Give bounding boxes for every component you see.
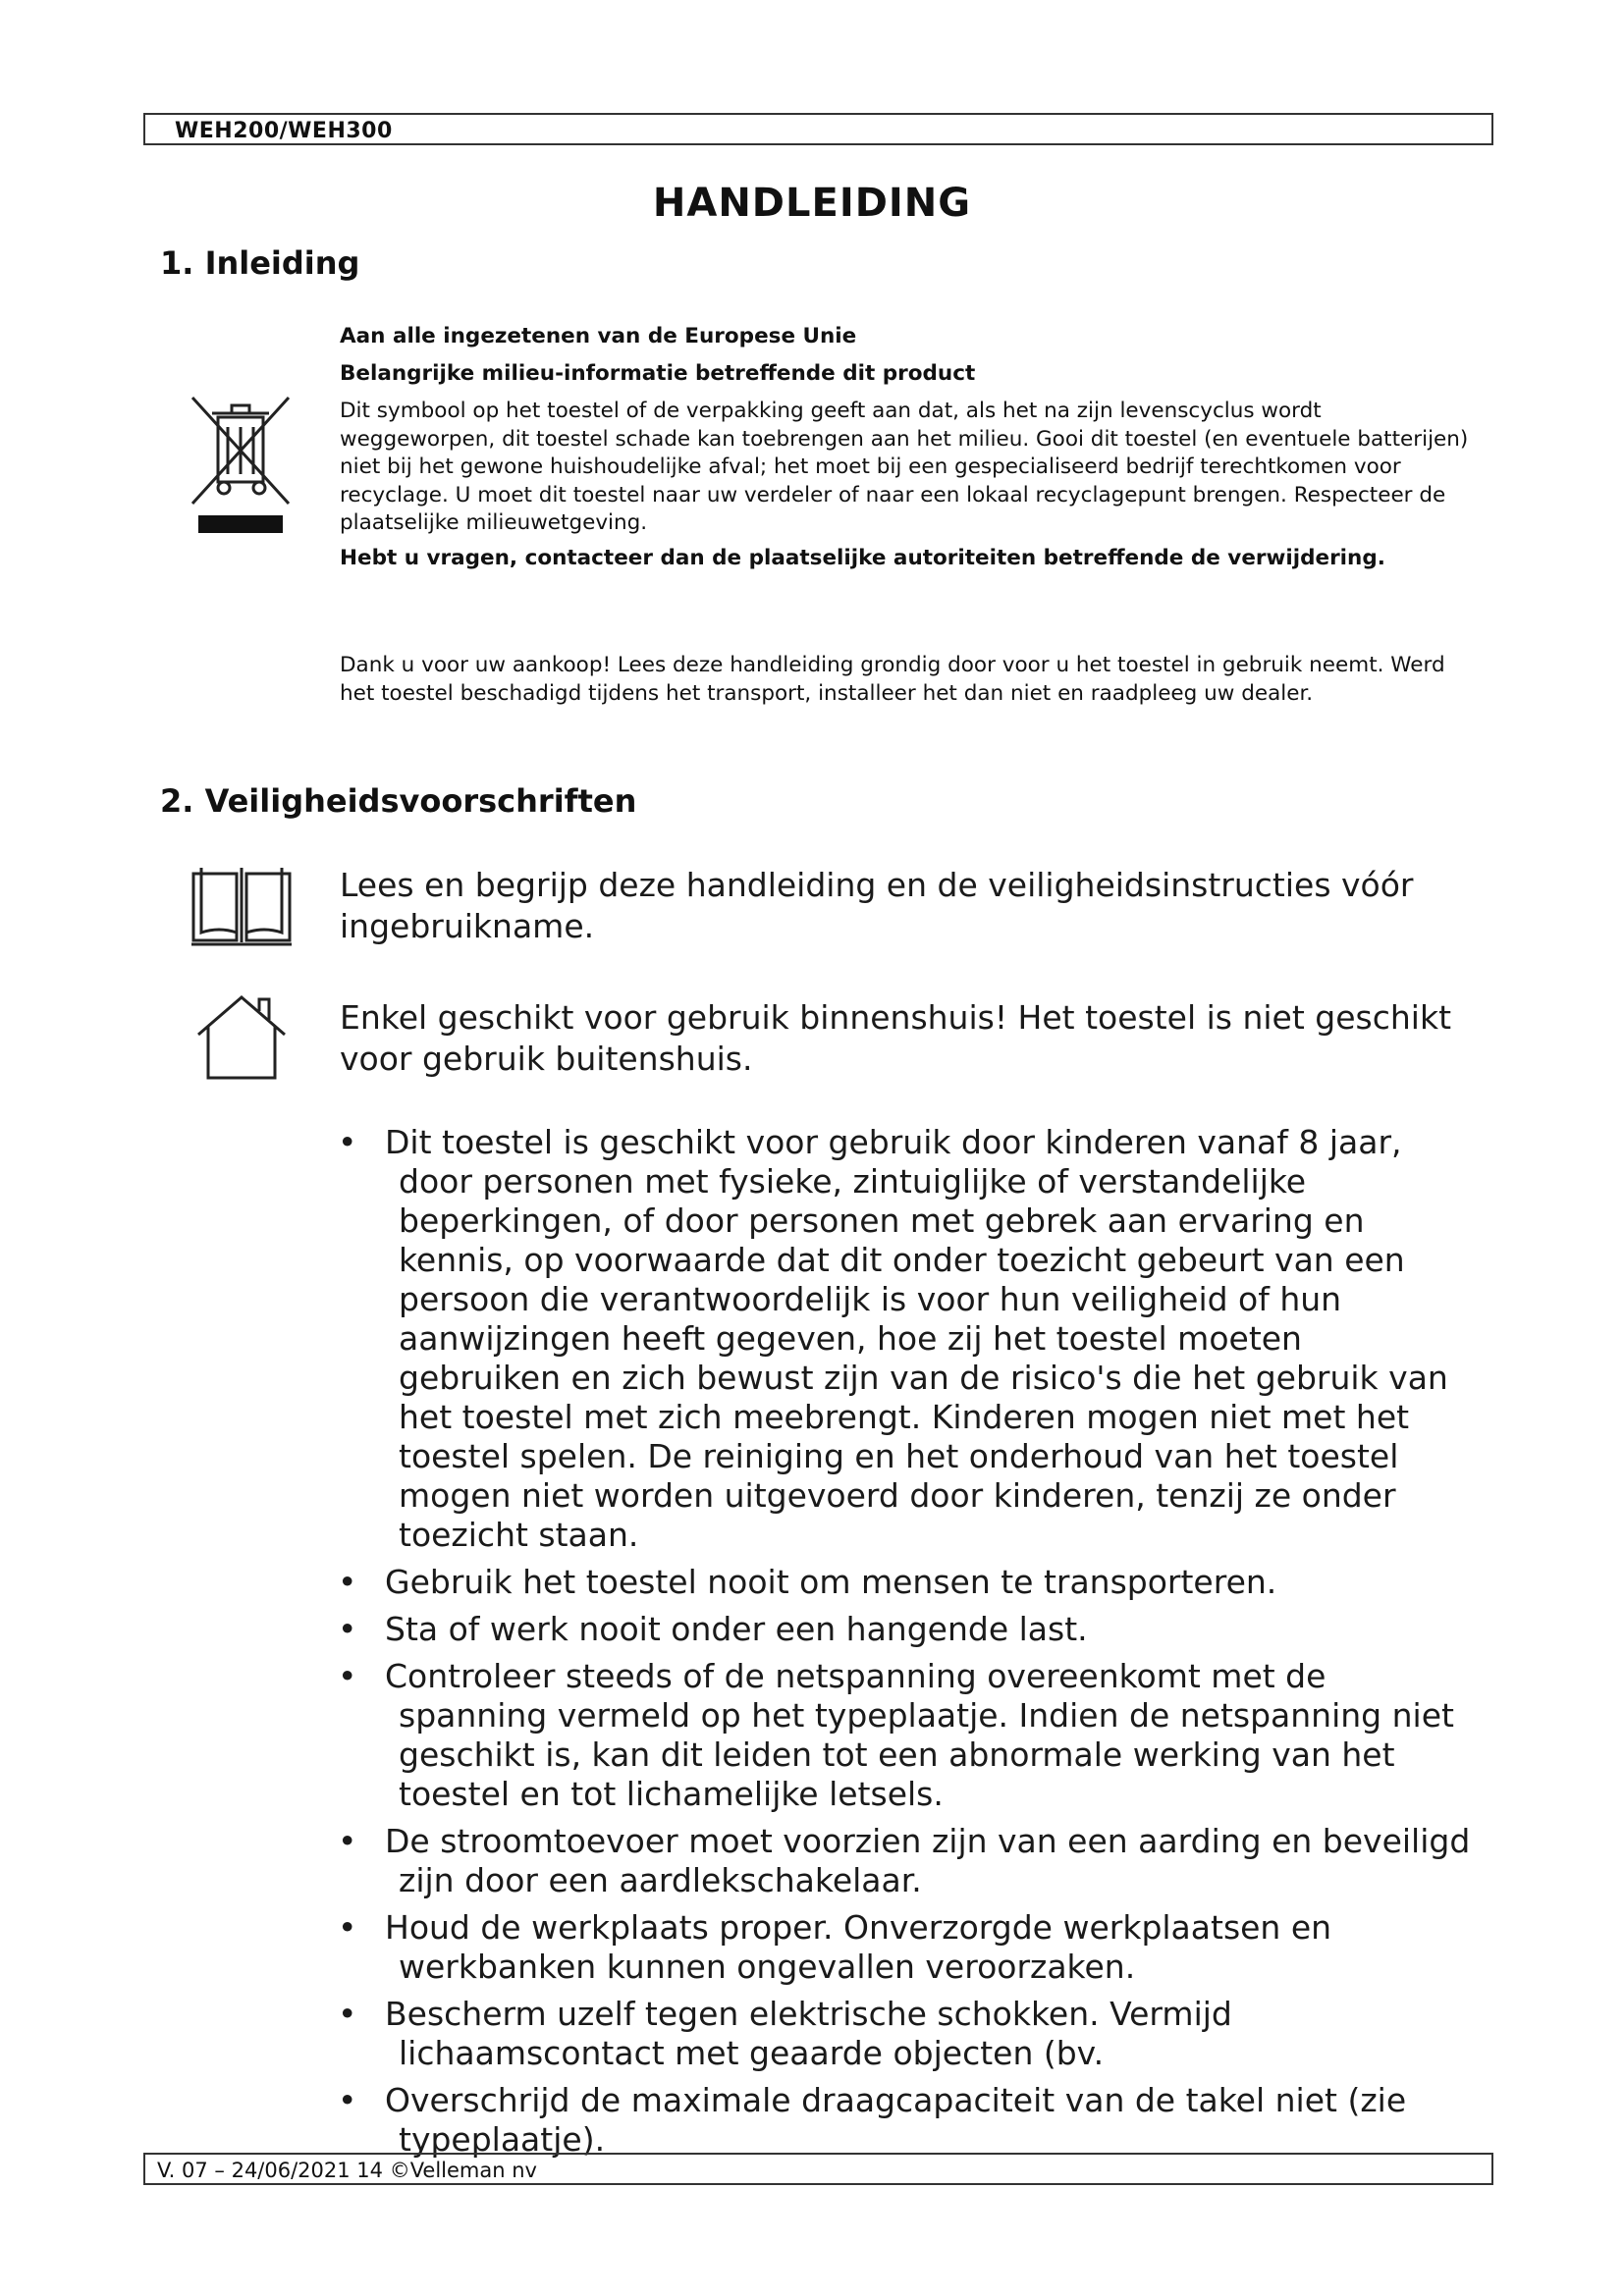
environment-info-line: Belangrijke milieu-informatie betreffende dit product [340,361,976,386]
read-manual-icon [189,864,294,946]
list-item: • Gebruik het toestel nooit om mensen te transporteren. [338,1563,1277,1601]
page-header [143,113,1493,145]
indoor-only-text: Enkel geschikt voor gebruik binnenshuis! Het toestel is niet geschikt voor gebruik buitenshuis. [340,998,1452,1078]
list-item: • De stroomtoevoer moet voorzien zijn van een aarding en beveiligd zijn door een aardlekschakelaar. [338,1822,1471,1899]
model-name: WEH200/WEH300 [175,119,393,143]
weee-bin-icon [185,388,298,540]
page-footer [143,2153,1493,2185]
eu-residents-line: Aan alle ingezetenen van de Europese Unie [340,324,857,348]
section-heading-inleiding: 1. Inleiding [160,244,360,282]
safety-bullet-list [334,1123,1473,2167]
list-item: • Houd de werkplaats proper. Onverzorgde werkplaatsen en werkbanken kunnen ongevallen veroorzaken. [338,1908,1332,1986]
disposal-paragraph: Dit symbool op het toestel of de verpakking geeft aan dat, als het na zijn levenscyclus wordt weggeworpen, dit toestel schade kan toebrengen aan het milieu. Gooi dit toestel (en eventuele batterijen) niet bij het gewone huishoudelijke afval; het moet bij een gespecialiseerd bedrijf terechtkomen voor recyclage. U moet dit toestel naar uw verdeler of naar een lokaal recyclagepunt brengen. Respecteer de plaatselijke milieuwetgeving. [340,399,1469,535]
list-item: • Controleer steeds of de netspanning overeenkomt met de spanning vermeld op het typeplaatje. Indien de netspanning niet geschikt is, kan dit leiden tot een abnormale werking van het toestel en tot lichamelijke letsels. [338,1657,1454,1813]
footer-text: V. 07 – 24/06/2021 14 ©Velleman nv [157,2159,537,2182]
list-item: • Bescherm uzelf tegen elektrische schokken. Vermijd lichaamscontact met geaarde objecten (bv. [338,1995,1232,2072]
list-item: • Overschrijd de maximale draagcapaciteit van de takel niet (zie typeplaatje). [338,2081,1407,2159]
document-title: HANDLEIDING [652,181,972,226]
list-item: • Dit toestel is geschikt voor gebruik door kinderen vanaf 8 jaar, door personen met fysieke, zintuiglijke of verstandelijke beperkingen, of door personen met gebrek aan ervaring en kennis, op voorwaarde dat dit onder toezicht gebeurt van een persoon die verantwoordelijk is voor hun veiligheid of hun aanwijzingen heeft gegeven, hoe zij het toestel moeten gebruiken en zich bewust zijn van de risico's die het gebruik van het toestel met zich meebrengt. Kinderen mogen niet met het toestel spelen. De reiniging en het onderhoud van het toestel mogen niet worden uitgevoerd door kinderen, tenzij ze onder toezicht staan. [338,1123,1448,1554]
read-manual-text: Lees en begrijp deze handleiding en de veiligheidsinstructies vóór ingebruikname. [340,866,1414,945]
indoor-use-icon [194,993,289,1082]
thanks-paragraph: Dank u voor uw aankoop! Lees deze handleiding grondig door voor u het toestel in gebruik neemt. Werd het toestel beschadigd tijdens het transport, installeer het dan niet en raadpleeg uw dealer. [340,653,1445,706]
authorities-note: Hebt u vragen, contacteer dan de plaatselijke autoriteiten betreffende de verwijdering. [340,546,1385,570]
section-heading-safety: 2. Veiligheidsvoorschriften [160,782,637,820]
list-item: • Sta of werk nooit onder een hangende last. [338,1610,1088,1648]
